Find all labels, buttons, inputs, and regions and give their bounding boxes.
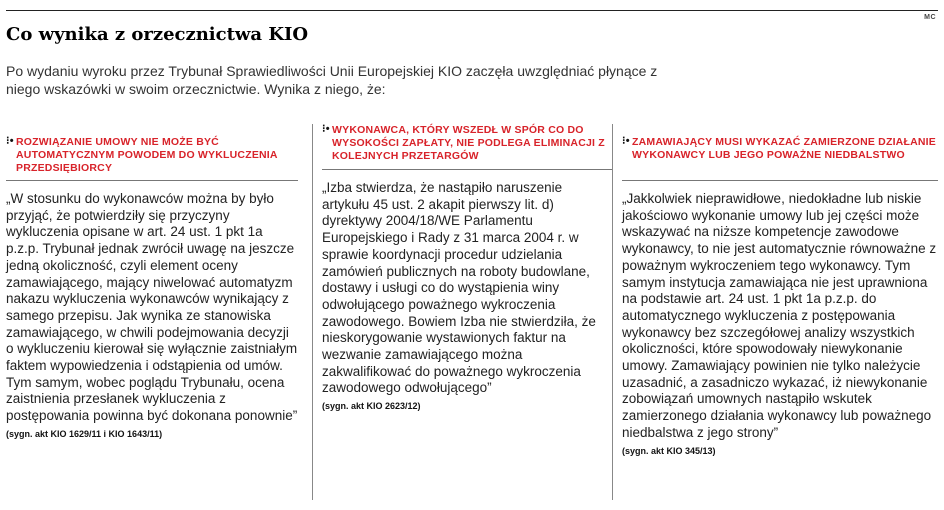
page-title: Co wynika z orzecznictwa KIO <box>6 24 309 45</box>
ruling-column-2 <box>322 124 612 500</box>
bullet-icon: ⁝• <box>322 123 330 135</box>
ruling-quote: „W stosunku do wykonawców można by było przyjąć, że potwierdziły się przyczyny wykluczenia opisane w art. 24 ust. 1 pkt 1a p.z.p. Trybunał jednak zwrócił uwagę na jeszcze jedną okoliczność, czyli element oceny zamawiającego, mający niwelować automatyzm nakazu wykluczenia wykonawców wynikający z samego przepisu. Jak wynika ze stanowiska zamawiającego, w chwili podejmowania decyzji o wykluczeniu kierował się wyłącznie zaistniałym faktem wypowiedzenia i odstąpienia od umów. Tym samym, wobec poglądu Trybunału, ocena zaistnienia przesłanek wykluczenia z postępowania powinna być dokonana ponownie” <box>6 191 298 424</box>
source-mark: MC <box>924 14 936 21</box>
ruling-column-3 <box>622 124 938 500</box>
ruling-quote: „Izba stwierdza, że nastąpiło naruszenie artykułu 45 ust. 2 akapit pierwszy lit. d) dyrektywy 2004/18/WE Parlamentu Europejskiego i Rady z 31 marca 2004 r. w sprawie koordynacji procedur udzielania zamówień publicznych na roboty budowlane, dostawy i usługi co do wystąpienia winy odwołującego poważnego wykroczenia zawodowego. Bowiem Izba nie stwierdziła, że nieskorygowanie wystawionych faktur na wezwanie zamawiającego można zakwalifikować do poważnego wykroczenia zawodowego odwołującego” <box>322 180 596 396</box>
top-rule <box>6 10 938 11</box>
case-signature: (sygn. akt KIO 345/13) <box>622 445 716 456</box>
ruling-heading <box>622 124 938 176</box>
ruling-heading <box>322 124 612 164</box>
ruling-column-1 <box>6 124 298 500</box>
bullet-icon: ⁝• <box>6 135 14 147</box>
heading-rule <box>6 180 298 181</box>
column-divider <box>312 124 313 500</box>
ruling-heading-text: ROZWIĄZANIE UMOWY NIE MOŻE BYĆ AUTOMATYCZNYM POWODEM DO WYKLUCZENIA PRZEDSIĘBIORCY <box>16 136 278 174</box>
column-divider <box>612 124 613 500</box>
case-signature: (sygn. akt KIO 1629/11 i KIO 1643/11) <box>6 428 163 439</box>
bullet-icon: ⁝• <box>622 135 630 147</box>
ruling-heading-text: ZAMAWIAJĄCY MUSI WYKAZAĆ ZAMIERZONE DZIAŁANIE WYKONAWCY LUB JEGO POWAŻNE NIEDBALSTWO <box>632 136 936 161</box>
heading-rule <box>322 169 612 170</box>
ruling-heading-text: WYKONAWCA, KTÓRY WSZEDŁ W SPÓR CO DO WYSOKOŚCI ZAPŁATY, NIE PODLEGA ELIMINACJI Z KOLEJNYCH PRZETARGÓW <box>332 124 605 162</box>
ruling-heading <box>6 124 298 176</box>
case-signature: (sygn. akt KIO 2623/12) <box>322 401 421 412</box>
ruling-quote: „Jakkolwiek nieprawidłowe, niedokładne lub niskie jakościowo wykonanie umowy lub jej części może wskazywać na niższe kompetencje zawodowe wykonawcy, to nie jest automatycznie równoważne z poważnym wykroczeniem tego wykonawcy. Tym samym instytucja zamawiająca nie jest uprawniona na podstawie art. 24 ust. 1 pkt 1a p.z.p. do automatycznego wykluczenia z postępowania wykonawcy bez szczegółowej analizy wszystkich okoliczności, które spowodowały niewykonanie umowy. Zamawiający powinien nie tylko należycie uzasadnić, a zasadniczo wykazać, iż niewykonanie zobowiązań umownych nastąpiło wskutek zamierzonego działania wykonawcy lub poważnego niedbalstwa z jego strony” <box>622 191 937 440</box>
heading-rule <box>622 180 938 181</box>
intro-paragraph: Po wydaniu wyroku przez Trybunał Sprawiedliwości Unii Europejskiej KIO zaczęła uwzględniać płynące z niego wskazówki w swoim orzecznictwie. Wynika z niego, że: <box>6 63 658 97</box>
